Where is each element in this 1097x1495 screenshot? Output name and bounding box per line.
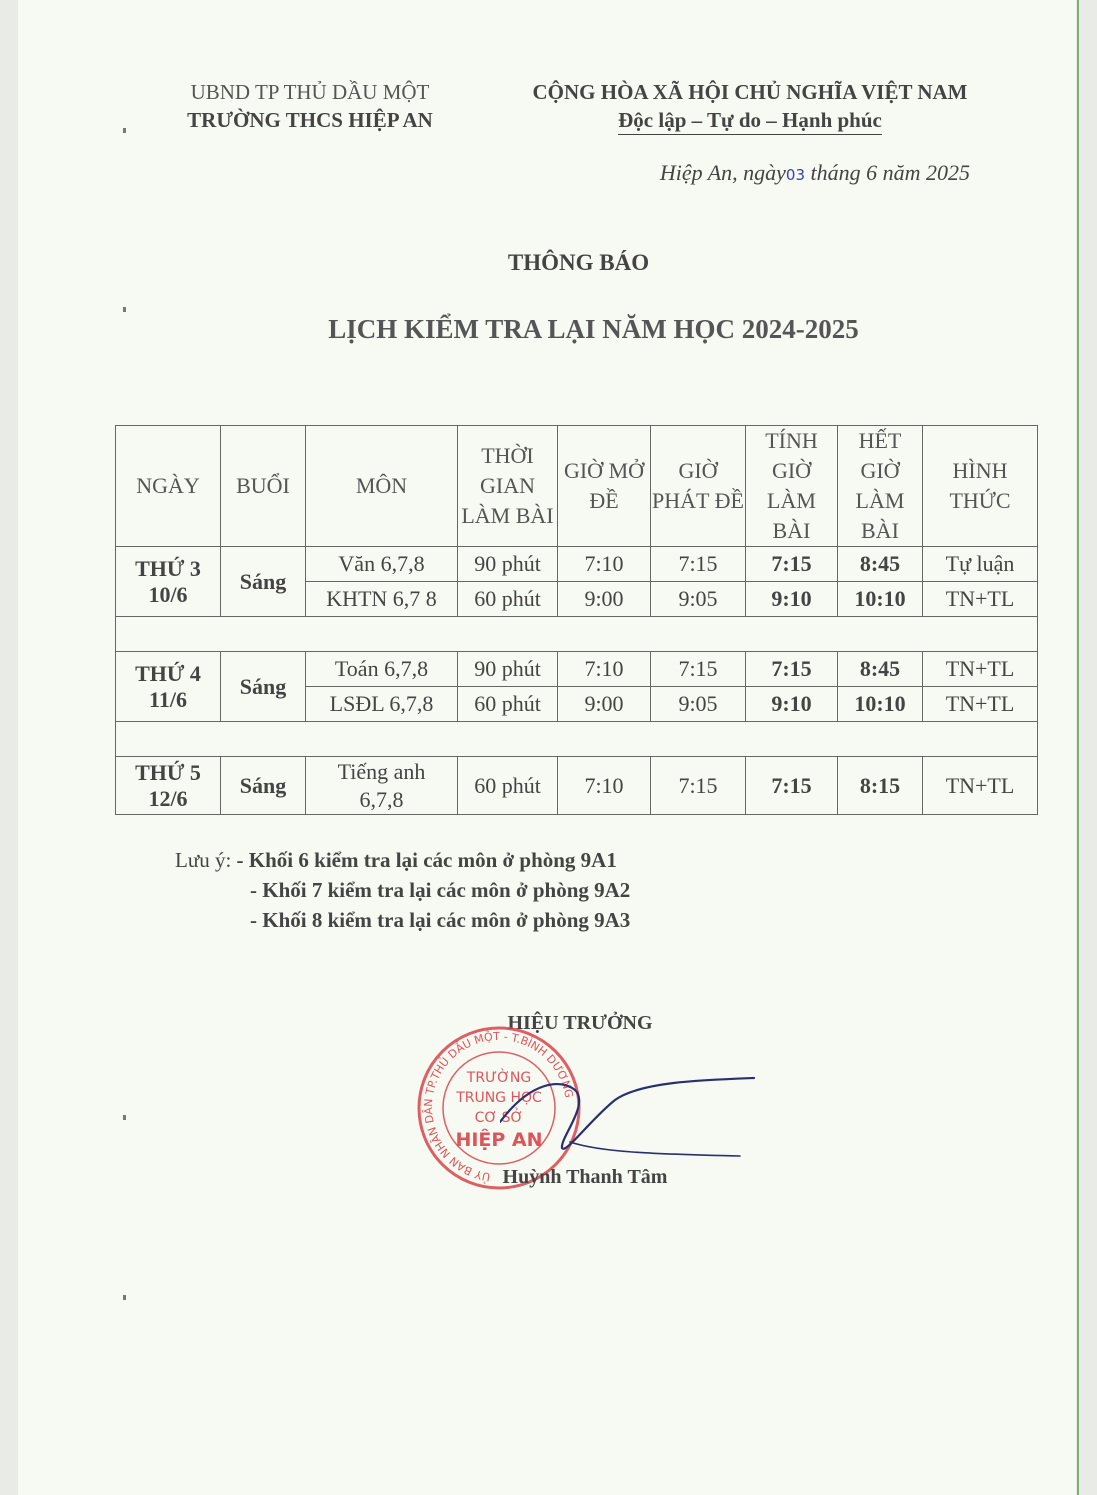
col-header-subject: MÔN xyxy=(306,426,458,547)
col-header-start-time: TÍNH GIỜ LÀM BÀI xyxy=(746,426,838,547)
date-day-handwritten: 03 xyxy=(785,166,805,184)
handout-time-cell: 9:05 xyxy=(651,582,746,617)
subject-cell: Văn 6,7,8 xyxy=(306,547,458,582)
format-cell: TN+TL xyxy=(923,757,1038,815)
issue-date xyxy=(560,160,970,186)
subject-cell: LSĐL 6,7,8 xyxy=(306,687,458,722)
start-time-cell: 9:10 xyxy=(746,687,838,722)
open-time-cell: 7:10 xyxy=(558,757,651,815)
end-time-cell: 8:45 xyxy=(838,547,923,582)
session-cell: Sáng xyxy=(221,547,306,617)
table-row xyxy=(116,652,1038,687)
note-item: - Khối 7 kiểm tra lại các môn ở phòng 9A2 xyxy=(250,878,631,902)
handwritten-signature xyxy=(500,1060,770,1170)
duration-cell: 60 phút xyxy=(458,757,558,815)
handout-time-cell: 9:05 xyxy=(651,687,746,722)
authority-name: UBND TP THỦ DẦU MỘT xyxy=(190,80,430,104)
day-label: THỨ 5 xyxy=(135,759,201,785)
nation-name: CỘNG HÒA XÃ HỘI CHỦ NGHĨA VIỆT NAM xyxy=(532,80,968,104)
format-cell: TN+TL xyxy=(923,652,1038,687)
duration-cell: 60 phút xyxy=(458,582,558,617)
separator-row xyxy=(116,722,1038,757)
open-time-cell: 9:00 xyxy=(558,687,651,722)
note-item: - Khối 8 kiểm tra lại các môn ở phòng 9A3 xyxy=(250,908,631,932)
scan-speck xyxy=(123,128,126,133)
start-time-cell: 9:10 xyxy=(746,582,838,617)
separator-cell xyxy=(116,722,1038,757)
format-cell: Tự luận xyxy=(923,547,1038,582)
page-edge-line xyxy=(1077,0,1079,1495)
principal-name: Huỳnh Thanh Tâm xyxy=(502,1166,668,1188)
school-name: TRƯỜNG THCS HIỆP AN xyxy=(187,108,433,132)
day-label: THỨ 3 xyxy=(135,555,201,581)
date-suffix: tháng 6 năm 2025 xyxy=(805,160,970,185)
end-time-cell: 10:10 xyxy=(838,687,923,722)
scan-speck xyxy=(123,1295,126,1300)
date-prefix: Hiệp An, ngày xyxy=(659,160,786,185)
stamp-line4: HIỆP AN xyxy=(455,1129,543,1151)
handout-time-cell: 7:15 xyxy=(651,652,746,687)
principal-title: HIỆU TRƯỞNG xyxy=(507,1012,653,1034)
col-header-duration: THỜI GIAN LÀM BÀI xyxy=(458,426,558,547)
end-time-cell: 10:10 xyxy=(838,582,923,617)
stamp-ring-text: ỦY BAN NHÂN DÂN TP.THỦ DẦU MỘT - T.BÌNH DƯƠNG xyxy=(421,1029,576,1184)
session-cell: Sáng xyxy=(221,757,306,815)
schedule-title: LỊCH KIỂM TRA LẠI NĂM HỌC 2024-2025 xyxy=(328,314,859,344)
col-header-format: HÌNH THỨC xyxy=(923,426,1038,547)
col-header-end-time: HẾT GIỜ LÀM BÀI xyxy=(838,426,923,547)
subject-cell: Toán 6,7,8 xyxy=(306,652,458,687)
day-cell xyxy=(116,757,221,815)
start-time-cell: 7:15 xyxy=(746,652,838,687)
end-time-cell: 8:45 xyxy=(838,652,923,687)
header-right xyxy=(515,78,985,134)
col-header-handout-time: GIỜ PHÁT ĐỀ xyxy=(651,426,746,547)
subject-cell: KHTN 6,7 8 xyxy=(306,582,458,617)
table-header-row xyxy=(116,426,1038,547)
notes-label: Lưu ý: xyxy=(175,848,237,872)
format-cell: TN+TL xyxy=(923,582,1038,617)
handout-time-cell: 7:15 xyxy=(651,547,746,582)
session-cell: Sáng xyxy=(221,652,306,722)
stamp-line1: TRƯỜNG xyxy=(466,1070,532,1086)
notes-section xyxy=(175,845,630,935)
stamp-line2: TRUNG HỌC xyxy=(456,1090,542,1106)
open-time-cell: 9:00 xyxy=(558,582,651,617)
motto: Độc lập – Tự do – Hạnh phúc xyxy=(618,108,882,135)
header-left xyxy=(150,78,470,134)
stamp-line3: CƠ SỞ xyxy=(474,1110,524,1126)
separator-row xyxy=(116,617,1038,652)
day-cell xyxy=(116,547,221,617)
notice-title: THÔNG BÁO xyxy=(507,250,650,275)
exam-schedule-table xyxy=(115,425,1038,815)
end-time-cell: 8:15 xyxy=(838,757,923,815)
start-time-cell: 7:15 xyxy=(746,757,838,815)
scan-speck xyxy=(123,307,126,312)
table-row xyxy=(116,547,1038,582)
table-row xyxy=(116,757,1038,815)
day-date: 10/6 xyxy=(148,581,188,607)
open-time-cell: 7:10 xyxy=(558,547,651,582)
scan-speck xyxy=(123,1115,126,1120)
separator-cell xyxy=(116,617,1038,652)
col-header-session: BUỔI xyxy=(221,426,306,547)
open-time-cell: 7:10 xyxy=(558,652,651,687)
start-time-cell: 7:15 xyxy=(746,547,838,582)
col-header-day: NGÀY xyxy=(116,426,221,547)
col-header-open-time: GIỜ MỞ ĐỀ xyxy=(558,426,651,547)
day-cell xyxy=(116,652,221,722)
handout-time-cell: 7:15 xyxy=(651,757,746,815)
day-date: 12/6 xyxy=(148,785,188,811)
day-label: THỨ 4 xyxy=(135,660,201,686)
duration-cell: 90 phút xyxy=(458,547,558,582)
day-date: 11/6 xyxy=(149,686,187,712)
note-item: - Khối 6 kiểm tra lại các môn ở phòng 9A1 xyxy=(236,848,617,872)
duration-cell: 90 phút xyxy=(458,652,558,687)
duration-cell: 60 phút xyxy=(458,687,558,722)
format-cell: TN+TL xyxy=(923,687,1038,722)
subject-cell: Tiếng anh 6,7,8 xyxy=(306,757,458,815)
